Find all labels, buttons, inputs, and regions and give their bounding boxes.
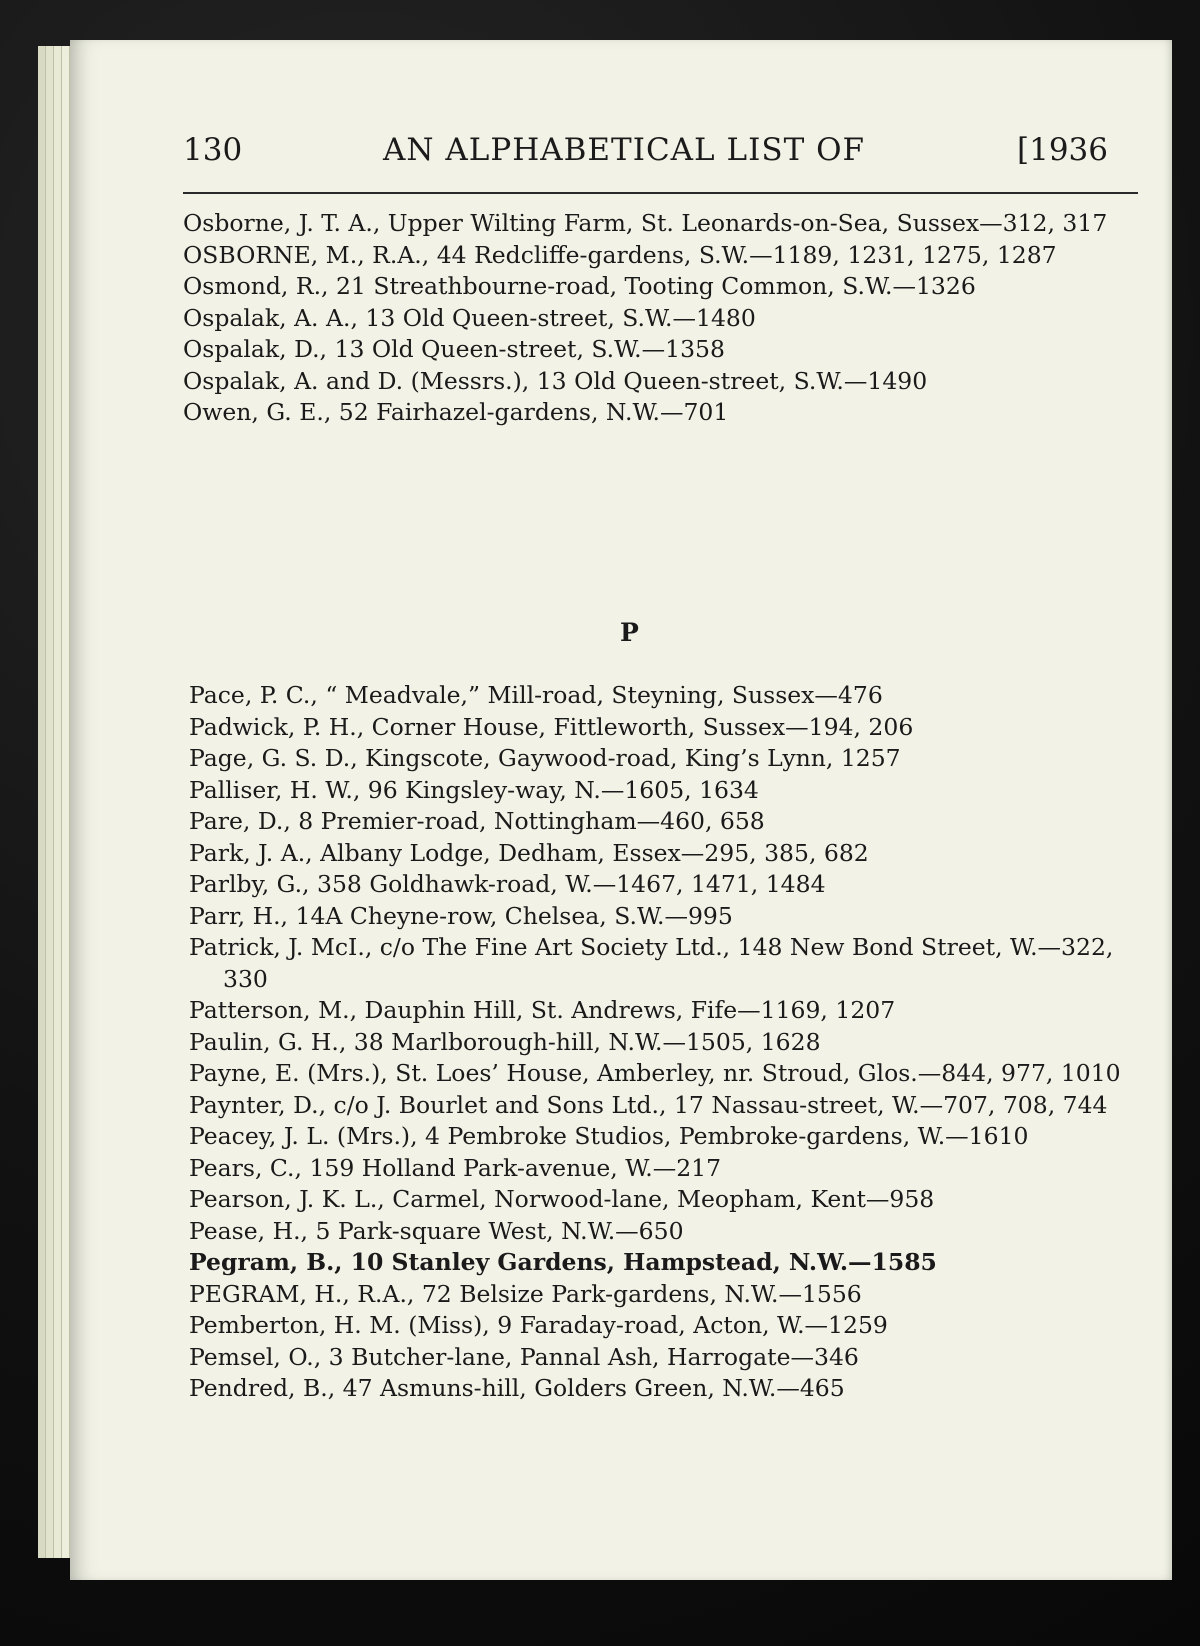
- list-item: Peacey, J. L. (Mrs.), 4 Pembroke Studios, Pembroke-gardens, W.—1610: [189, 1122, 1029, 1150]
- list-item: Page, G. S. D., Kingscote, Gaywood-road, King’s Lynn, 1257: [189, 744, 901, 772]
- list-item: Pears, C., 159 Holland Park-avenue, W.—217: [189, 1153, 722, 1182]
- list-item: Osmond, R., 21 Streathbourne-road, Tooting Common, S.W.—1326: [183, 272, 976, 300]
- list-item: Paulin, G. H., 38 Marlborough-hill, N.W.—1505, 1628: [189, 1027, 821, 1056]
- page-title: AN ALPHABETICAL LIST OF: [383, 132, 866, 168]
- list-item: Pemberton, H. M. (Miss), 9 Faraday-road, Acton, W.—1259: [189, 1311, 888, 1339]
- list-item: Parr, H., 14A Cheyne-row, Chelsea, S.W.—995: [189, 901, 733, 930]
- book-page: [70, 40, 1172, 1580]
- list-item: Pearson, J. K. L., Carmel, Norwood-lane, Meopham, Kent—958: [189, 1185, 935, 1213]
- list-item: Padwick, P. H., Corner House, Fittleworth, Sussex—194, 206: [189, 712, 914, 741]
- list-item: Osborne, J. T. A., Upper Wilting Farm, St. Leonards-on-Sea, Sussex—312, 317: [183, 209, 1108, 237]
- list-item: Pemsel, O., 3 Butcher-lane, Pannal Ash, Harrogate—346: [189, 1342, 859, 1371]
- list-item: Parlby, G., 358 Goldhawk-road, W.—1467, 1471, 1484: [189, 870, 826, 898]
- list-item: OSBORNE, M., R.A., 44 Redcliffe-gardens, S.W.—1189, 1231, 1275, 1287: [183, 240, 1057, 269]
- running-year: [1936: [1017, 132, 1108, 168]
- list-item: Paynter, D., c/o J. Bourlet and Sons Ltd., 17 Nassau-street, W.—707, 708, 744: [189, 1090, 1108, 1119]
- page-number: 130: [183, 132, 243, 168]
- list-item: PEGRAM, H., R.A., 72 Belsize Park-gardens, N.W.—1556: [189, 1279, 862, 1308]
- list-item: Ospalak, D., 13 Old Queen-street, S.W.—1358: [183, 335, 725, 363]
- list-item: Ospalak, A. and D. (Messrs.), 13 Old Queen-street, S.W.—1490: [183, 366, 928, 395]
- list-item: Park, J. A., Albany Lodge, Dedham, Essex—295, 385, 682: [189, 838, 869, 867]
- list-item: Patrick, J. McI., c/o The Fine Art Society Ltd., 148 New Bond Street, W.—322, 330: [189, 933, 1114, 993]
- list-item: Pare, D., 8 Premier-road, Nottingham—460, 658: [189, 807, 765, 835]
- list-item: Pegram, B., 10 Stanley Gardens, Hampstead, N.W.—1585: [189, 1248, 937, 1276]
- list-item: Payne, E. (Mrs.), St. Loes’ House, Amberley, nr. Stroud, Glos.—844, 977, 1010: [189, 1059, 1121, 1087]
- list-item: Pace, P. C., “ Meadvale,” Mill-road, Steyning, Sussex—476: [189, 681, 883, 709]
- entries-section-o: [183, 208, 1143, 429]
- list-item: Ospalak, A. A., 13 Old Queen-street, S.W.—1480: [183, 303, 756, 332]
- page-edge: [46, 46, 54, 1558]
- page-edge: [54, 46, 62, 1558]
- list-item: Pendred, B., 47 Asmuns-hill, Golders Green, N.W.—465: [189, 1374, 845, 1402]
- list-item: Pease, H., 5 Park-square West, N.W.—650: [189, 1216, 684, 1245]
- list-item: Palliser, H. W., 96 Kingsley-way, N.—1605, 1634: [189, 775, 759, 804]
- running-head: [183, 132, 1108, 184]
- page-edge: [38, 46, 46, 1558]
- entries-section-p: [189, 680, 1164, 1405]
- list-item: Patterson, M., Dauphin Hill, St. Andrews, Fife—1169, 1207: [189, 996, 896, 1024]
- page-edge: [62, 46, 70, 1558]
- section-heading: P: [620, 618, 639, 647]
- header-rule: [183, 192, 1138, 194]
- list-item: Owen, G. E., 52 Fairhazel-gardens, N.W.—701: [183, 398, 729, 426]
